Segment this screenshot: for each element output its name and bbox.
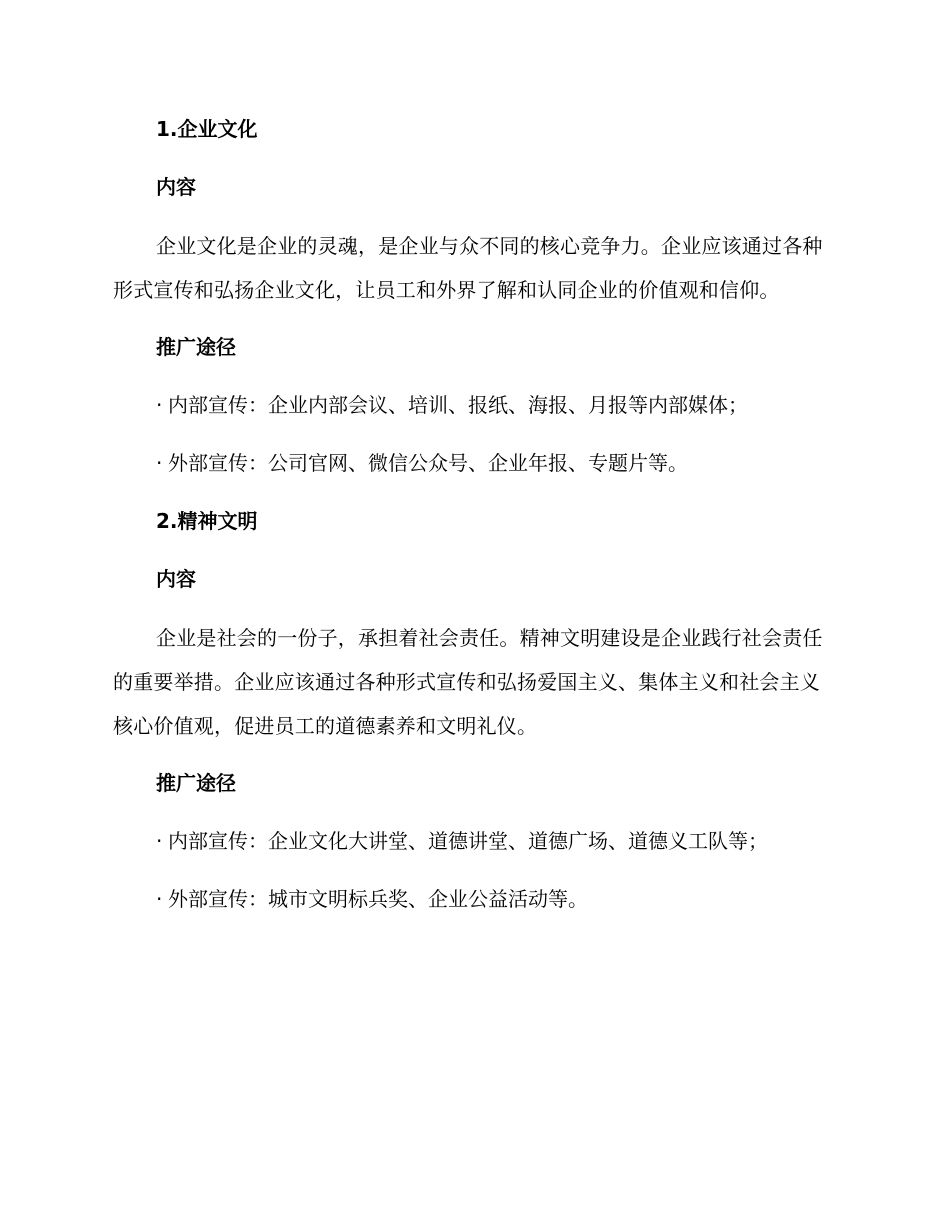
section-title-spiritual-civilization: 2.精神文明	[156, 509, 258, 533]
content-heading: 内容	[156, 567, 196, 591]
bullet-text: 外部宣传：城市文明标兵奖、企业公益活动等。	[168, 887, 588, 911]
bullet-marker: ·	[156, 829, 163, 853]
content-paragraph: 企业是社会的一份子，承担着社会责任。精神文明建设是企业践行社会责任的重要举措。企业应该通过各种形式宣传和弘扬爱国主义、集体主义和社会主义核心价值观，促进员工的道德素养和文明礼仪。	[113, 626, 823, 738]
bullet-text: 内部宣传：企业内部会议、培训、报纸、海报、月报等内部媒体；	[168, 393, 748, 417]
content-paragraph: 企业文化是企业的灵魂，是企业与众不同的核心竞争力。企业应该通过各种形式宣传和弘扬企业文化，让员工和外界了解和认同企业的价值观和信仰。	[113, 234, 823, 302]
bullet-item	[113, 878, 833, 920]
channels-heading: 推广途径	[156, 335, 236, 359]
bullet-text: 内部宣传：企业文化大讲堂、道德讲堂、道德广场、道德义工队等；	[168, 829, 768, 853]
section-title-corporate-culture: 1.企业文化	[156, 117, 258, 141]
channels-heading: 推广途径	[156, 771, 236, 795]
bullet-item	[113, 442, 833, 484]
content-heading: 内容	[156, 175, 196, 199]
bullet-text: 外部宣传：公司官网、微信公众号、企业年报、专题片等。	[168, 451, 688, 475]
bullet-item	[113, 384, 833, 426]
document-body	[113, 108, 833, 936]
bullet-marker: ·	[156, 451, 163, 475]
bullet-marker: ·	[156, 393, 163, 417]
bullet-marker: ·	[156, 887, 163, 911]
bullet-item	[113, 820, 833, 862]
